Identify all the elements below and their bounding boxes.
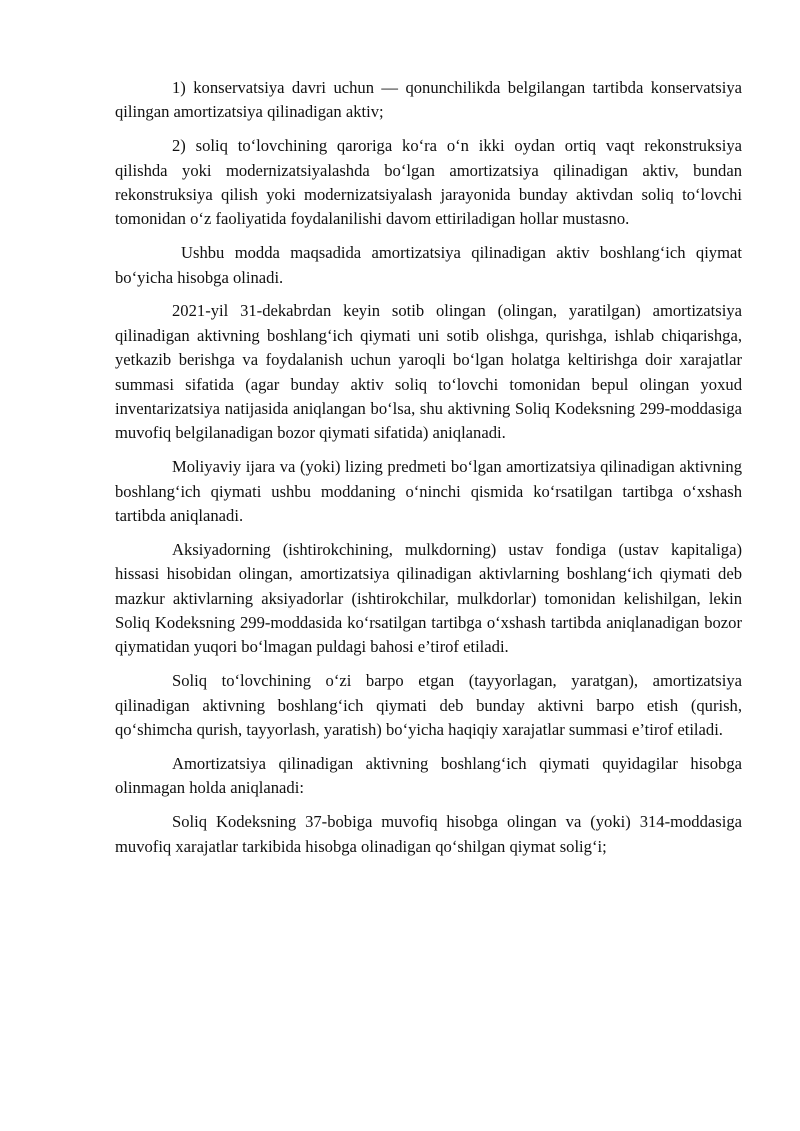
paragraph-9: Soliq Kodeksning 37-bobiga muvofiq hisobga olingan va (yoki) 314-moddasiga muvofiq xarajatlar tarkibida hisobga olinadigan qo‘shilgan qiymat solig‘i; [115, 812, 742, 856]
paragraph-5: Moliyaviy ijara va (yoki) lizing predmeti bo‘lgan amortizatsiya qilinadigan aktivning boshlang‘ich qiymati ushbu moddaning o‘ninchi qismida ko‘rsatilgan tartibga o‘xshash tartibda aniqlanadi. [115, 457, 742, 526]
paragraph-1: 1) konservatsiya davri uchun — qonunchilikda belgilangan tartibda konservatsiya qilingan amortizatsiya qilinadigan aktiv; [115, 78, 742, 122]
paragraph-3: Ushbu modda maqsadida amortizatsiya qilinadigan aktiv boshlang‘ich qiymat bo‘yicha hisobga olinadi. [115, 243, 742, 287]
paragraph-2: 2) soliq to‘lovchining qaroriga ko‘ra o‘n ikki oydan ortiq vaqt rekonstruksiya qilishda yoki modernizatsiyalashda bo‘lgan amortizatsiya qilinadigan aktiv, bundan rekonstruksiya qilish yoki modernizatsiyalash jarayonida bunday aktivdan soliq to‘lovchi tomonidan o‘z faoliyatida foydalanilishi davom ettiriladigan hollar mustasno. [115, 136, 742, 229]
paragraph-6: Aksiyadorning (ishtirokchining, mulkdorning) ustav fondiga (ustav kapitaliga) hissasi hisobidan olingan, amortizatsiya qilinadigan aktivlarning boshlang‘ich qiymati deb mazkur aktivlarning aksiyadorlar (ishtirokchilar, mulkdorlar) tomonidan kelishilgan, lekin Soliq Kodeksning 299-moddasida ko‘rsatilgan tartibga o‘xshash tartibda aniqlanadigan bozor qiymatidan yuqori bo‘lmagan puldagi bahosi e’tirof etiladi. [115, 539, 742, 657]
paragraph-7: Soliq to‘lovchining o‘zi barpo etgan (tayyorlagan, yaratgan), amortizatsiya qilinadigan aktivning boshlang‘ich qiymati deb bunday aktivni barpo etish (qurish, qo‘shimcha qurish, tayyorlash, yaratish) bo‘yicha haqiqiy xarajatlar summasi e’tirof etiladi. [115, 671, 742, 740]
document-body [115, 76, 742, 868]
paragraph-4: 2021-yil 31-dekabrdan keyin sotib olingan (olingan, yaratilgan) amortizatsiya qilinadigan aktivning boshlang‘ich qiymati uni sotib olishga, qurishga, ishlab chiqarishga, yetkazib berishga va foydalanish uchun yaroqli bo‘lgan holatga keltirishga doir xarajatlar summasi sifatida (agar bunday aktiv soliq to‘lovchi tomonidan bepul olingan yoxud inventarizatsiya natijasida aniqlangan bo‘lsa, shu aktivning Soliq Kodeksning 299-moddasiga muvofiq belgilanadigan bozor qiymati sifatida) aniqlanadi. [115, 301, 742, 443]
paragraph-8: Amortizatsiya qilinadigan aktivning boshlang‘ich qiymati quyidagilar hisobga olinmagan holda aniqlanadi: [115, 753, 742, 798]
